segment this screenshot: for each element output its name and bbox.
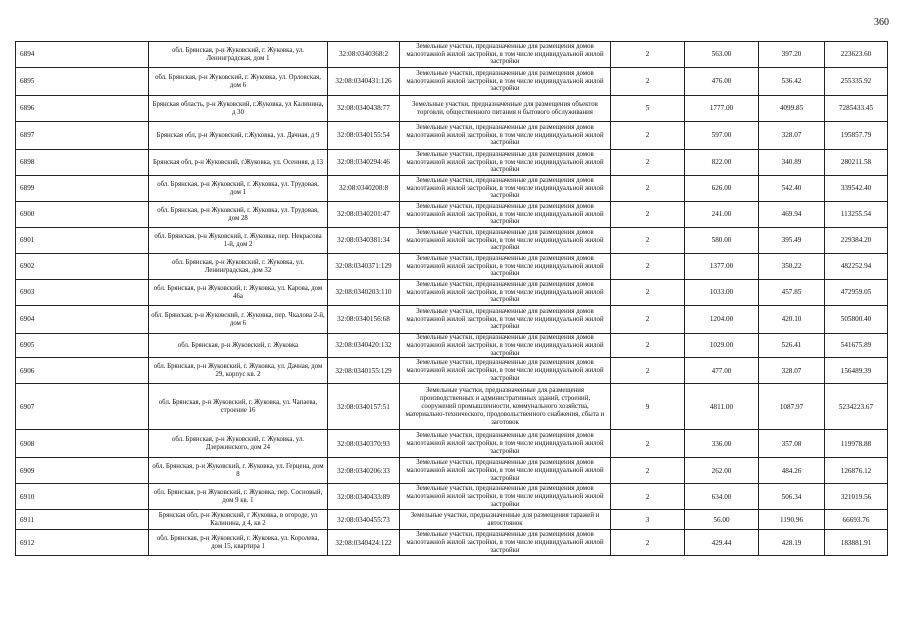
specific-value-cell: 484.26 — [759, 458, 825, 484]
row-number-cell: 6899 — [16, 176, 149, 202]
area-cell: 56.00 — [685, 510, 759, 530]
address-cell: обл. Брянская, р-н Жуковский, г. Жуковка, ул. Герцена, дом 8 — [149, 458, 328, 484]
table-row — [16, 334, 888, 358]
address-cell: обл. Брянская, р-н Жуковский, г. Жуковка, ул. Карова, дом 46а — [149, 280, 328, 306]
table-row — [16, 42, 888, 68]
cadastral-number-cell: 32:08:0340203:110 — [328, 280, 400, 306]
cadastral-number-cell: 32:08:0340371:129 — [328, 254, 400, 280]
table-row — [16, 96, 888, 122]
area-cell: 822.00 — [685, 150, 759, 176]
cadastral-number-cell: 32:08:0340155:54 — [328, 122, 400, 150]
row-number-cell: 6909 — [16, 458, 149, 484]
cadastral-value-cell: 126876.12 — [825, 458, 888, 484]
cadastral-value-cell: 339542.40 — [825, 176, 888, 202]
cadastral-value-cell: 482252.94 — [825, 254, 888, 280]
cadastral-value-cell: 280211.58 — [825, 150, 888, 176]
cadastral-number-cell: 32:08:0340431:126 — [328, 68, 400, 96]
land-use-cell: Земельные участки, предназначенные для размещения домов малоэтажной жилой застройки, в том числе индивидуальной жилой застройки — [400, 254, 611, 280]
cadastral-value-cell: 229384.20 — [825, 228, 888, 254]
group-cell: 9 — [611, 384, 685, 430]
group-cell: 2 — [611, 228, 685, 254]
group-cell: 5 — [611, 96, 685, 122]
land-use-cell: Земельные участки, предназначенные для размещения домов малоэтажной жилой застройки, в том числе индивидуальной жилой застройки — [400, 150, 611, 176]
specific-value-cell: 328.07 — [759, 122, 825, 150]
address-cell: Брянская обл, р-н Жуковский, г Жуковка, в огороде, ул Калинина, д 4, кв 2 — [149, 510, 328, 530]
row-number-cell: 6902 — [16, 254, 149, 280]
specific-value-cell: 428.19 — [759, 530, 825, 556]
cadastral-value-cell: 541675.89 — [825, 334, 888, 358]
area-cell: 1377.00 — [685, 254, 759, 280]
area-cell: 1777.00 — [685, 96, 759, 122]
area-cell: 477.00 — [685, 358, 759, 384]
address-cell: Брянская обл, р-н Жуковский, г.Жуковка, ул. Осенняя, д 13 — [149, 150, 328, 176]
address-cell: обл. Брянская, р-н Жуковский, г. Жуковка, ул. Дзержинского, дом 24 — [149, 430, 328, 458]
table-row — [16, 176, 888, 202]
area-cell: 336.00 — [685, 430, 759, 458]
row-number-cell: 6906 — [16, 358, 149, 384]
table-row — [16, 228, 888, 254]
area-cell: 4811.00 — [685, 384, 759, 430]
address-cell: обл. Брянская, р-н Жуковский, г. Жуковка, пер. Некрасова 1-й, дом 2 — [149, 228, 328, 254]
cadastral-value-cell: 505800.40 — [825, 306, 888, 334]
specific-value-cell: 1087.97 — [759, 384, 825, 430]
row-number-cell: 6908 — [16, 430, 149, 458]
area-cell: 1204.00 — [685, 306, 759, 334]
land-use-cell: Земельные участки, предназначенные для размещения гаражей и автостоянок — [400, 510, 611, 530]
row-number-cell: 6896 — [16, 96, 149, 122]
specific-value-cell: 526.41 — [759, 334, 825, 358]
cadastral-value-cell: 223623.60 — [825, 42, 888, 68]
table-row — [16, 202, 888, 228]
address-cell: обл. Брянская, р-н Жуковский, г. Жуковка, ул. Дачная, дом 29, корпус кв. 2 — [149, 358, 328, 384]
group-cell: 2 — [611, 306, 685, 334]
row-number-cell: 6897 — [16, 122, 149, 150]
row-number-cell: 6900 — [16, 202, 149, 228]
land-use-cell: Земельные участки, предназначенные для размещения домов малоэтажной жилой застройки, в том числе индивидуальной жилой застройки — [400, 68, 611, 96]
address-cell: обл. Брянская, р-н Жуковский, г. Жуковка — [149, 334, 328, 358]
area-cell: 1029.00 — [685, 334, 759, 358]
land-use-cell: Земельные участки, предназначенные для размещения домов малоэтажной жилой застройки, в том числе индивидуальной жилой застройки — [400, 280, 611, 306]
cadastral-number-cell: 32:08:0340424:122 — [328, 530, 400, 556]
table-row — [16, 430, 888, 458]
cadastral-number-cell: 32:08:0340208:8 — [328, 176, 400, 202]
group-cell: 2 — [611, 68, 685, 96]
group-cell: 2 — [611, 280, 685, 306]
land-use-cell: Земельные участки, предназначенные для размещения производственных и административных зданий, строений, сооружений промышленности, коммунального хозяйства, материально-технического, продовольственного снабжения, сбыта и заготовок — [400, 384, 611, 430]
cadastral-value-cell: 5234223.67 — [825, 384, 888, 430]
group-cell: 2 — [611, 430, 685, 458]
row-number-cell: 6901 — [16, 228, 149, 254]
table-row — [16, 254, 888, 280]
area-cell: 597.00 — [685, 122, 759, 150]
table-row — [16, 280, 888, 306]
specific-value-cell: 506.34 — [759, 484, 825, 510]
address-cell: обл. Брянская, р-н Жуковский, г. Жуковка, ул. Чапаева, строение 16 — [149, 384, 328, 430]
address-cell: обл. Брянская, р-н Жуковский, г. Жуковка, пер. Сосновый, дом 9 кв. 1 — [149, 484, 328, 510]
specific-value-cell: 542.40 — [759, 176, 825, 202]
cadastral-value-table — [15, 41, 888, 556]
land-use-cell: Земельные участки, предназначенные для размещения домов малоэтажной жилой застройки, в том числе индивидуальной жилой застройки — [400, 228, 611, 254]
specific-value-cell: 4099.85 — [759, 96, 825, 122]
group-cell: 2 — [611, 530, 685, 556]
table-row — [16, 510, 888, 530]
cadastral-value-cell: 66693.76 — [825, 510, 888, 530]
specific-value-cell: 536.42 — [759, 68, 825, 96]
table-row — [16, 68, 888, 96]
area-cell: 626.00 — [685, 176, 759, 202]
row-number-cell: 6912 — [16, 530, 149, 556]
land-use-cell: Земельные участки, предназначенные для размещения домов малоэтажной жилой застройки, в том числе индивидуальной жилой застройки — [400, 458, 611, 484]
cadastral-value-cell: 195857.79 — [825, 122, 888, 150]
table-row — [16, 530, 888, 556]
cadastral-number-cell: 32:08:0340201:47 — [328, 202, 400, 228]
table-row — [16, 358, 888, 384]
table-row — [16, 122, 888, 150]
row-number-cell: 6898 — [16, 150, 149, 176]
group-cell: 2 — [611, 484, 685, 510]
land-use-cell: Земельные участки, предназначенные для размещения домов малоэтажной жилой застройки, в том числе индивидуальной жилой застройки — [400, 122, 611, 150]
address-cell: обл. Брянская, р-н Жуковский, г. Жуковка, ул. Ленинградская, дом 1 — [149, 42, 328, 68]
table-row — [16, 150, 888, 176]
land-use-cell: Земельные участки, предназначенные для размещения домов малоэтажной жилой застройки, в том числе индивидуальной жилой застройки — [400, 430, 611, 458]
group-cell: 2 — [611, 202, 685, 228]
address-cell: обл. Брянская, р-н Жуковский, г. Жуковка, пер. Чкалова 2-й, дом 6 — [149, 306, 328, 334]
land-use-cell: Земельные участки, предназначенные для размещения домов малоэтажной жилой застройки, в том числе индивидуальной жилой застройки — [400, 484, 611, 510]
specific-value-cell: 397.20 — [759, 42, 825, 68]
cadastral-value-cell: 156489.39 — [825, 358, 888, 384]
address-cell: обл. Брянская, р-н Жуковский, г. Жуковка, ул. Королева, дом 15, квартира 1 — [149, 530, 328, 556]
cadastral-number-cell: 32:08:0340368:2 — [328, 42, 400, 68]
area-cell: 563.00 — [685, 42, 759, 68]
row-number-cell: 6911 — [16, 510, 149, 530]
row-number-cell: 6903 — [16, 280, 149, 306]
table-row — [16, 484, 888, 510]
group-cell: 2 — [611, 358, 685, 384]
specific-value-cell: 340.89 — [759, 150, 825, 176]
specific-value-cell: 350.22 — [759, 254, 825, 280]
table-row — [16, 458, 888, 484]
cadastral-number-cell: 32:08:0340438:77 — [328, 96, 400, 122]
cadastral-number-cell: 32:08:0340370:93 — [328, 430, 400, 458]
land-use-cell: Земельные участки, предназначенные для размещения домов малоэтажной жилой застройки, в том числе индивидуальной жилой застройки — [400, 306, 611, 334]
cadastral-value-cell: 183881.91 — [825, 530, 888, 556]
specific-value-cell: 395.49 — [759, 228, 825, 254]
land-use-cell: Земельные участки, предназначенные для размещения домов малоэтажной жилой застройки, в том числе индивидуальной жилой застройки — [400, 42, 611, 68]
group-cell: 2 — [611, 42, 685, 68]
area-cell: 476.00 — [685, 68, 759, 96]
cadastral-value-cell: 472959.05 — [825, 280, 888, 306]
land-use-cell: Земельные участки, предназначенные для размещения домов малоэтажной жилой застройки, в том числе индивидуальной жилой застройки — [400, 202, 611, 228]
cadastral-value-cell: 7285433.45 — [825, 96, 888, 122]
cadastral-number-cell: 32:08:0340156:68 — [328, 306, 400, 334]
area-cell: 634.00 — [685, 484, 759, 510]
row-number-cell: 6894 — [16, 42, 149, 68]
area-cell: 429.44 — [685, 530, 759, 556]
group-cell: 3 — [611, 510, 685, 530]
group-cell: 2 — [611, 122, 685, 150]
address-cell: обл. Брянская, р-н Жуковский, г. Жуковка, ул. Трудовая, дом 1 — [149, 176, 328, 202]
cadastral-value-cell: 255335.92 — [825, 68, 888, 96]
land-use-cell: Земельные участки, предназначенные для размещения домов малоэтажной жилой застройки, в том числе индивидуальной жилой застройки — [400, 358, 611, 384]
area-cell: 241.00 — [685, 202, 759, 228]
row-number-cell: 6905 — [16, 334, 149, 358]
specific-value-cell: 328.07 — [759, 358, 825, 384]
row-number-cell: 6904 — [16, 306, 149, 334]
land-use-cell: Земельные участки, предназначенные для размещения объектов торговли, общественного питания и бытового обслуживания — [400, 96, 611, 122]
cadastral-number-cell: 32:08:0340155:129 — [328, 358, 400, 384]
table-row — [16, 384, 888, 430]
cadastral-value-cell: 113255.54 — [825, 202, 888, 228]
cadastral-number-cell: 32:08:0340206:33 — [328, 458, 400, 484]
group-cell: 2 — [611, 176, 685, 202]
area-cell: 262.00 — [685, 458, 759, 484]
row-number-cell: 6895 — [16, 68, 149, 96]
cadastral-number-cell: 32:08:0340420:132 — [328, 334, 400, 358]
land-use-cell: Земельные участки, предназначенные для размещения домов малоэтажной жилой застройки, в том числе индивидуальной жилой застройки — [400, 530, 611, 556]
land-use-cell: Земельные участки, предназначенные для размещения домов малоэтажной жилой застройки, в том числе индивидуальной жилой застройки — [400, 334, 611, 358]
specific-value-cell: 469.94 — [759, 202, 825, 228]
cadastral-number-cell: 32:08:0340294:46 — [328, 150, 400, 176]
row-number-cell: 6907 — [16, 384, 149, 430]
area-cell: 580.00 — [685, 228, 759, 254]
specific-value-cell: 457.85 — [759, 280, 825, 306]
address-cell: Брянская обл, р-н Жуковский, г.Жуковка, ул. Дачная, д 9 — [149, 122, 328, 150]
cadastral-value-cell: 321019.56 — [825, 484, 888, 510]
specific-value-cell: 1190.96 — [759, 510, 825, 530]
group-cell: 2 — [611, 254, 685, 280]
address-cell: Брянская область, р-н Жуковский, г.Жуковка, ул Калинина, д 30 — [149, 96, 328, 122]
cadastral-number-cell: 32:08:0340455:73 — [328, 510, 400, 530]
page-number: 360 — [874, 17, 889, 28]
group-cell: 2 — [611, 458, 685, 484]
area-cell: 1033.00 — [685, 280, 759, 306]
table-row — [16, 306, 888, 334]
group-cell: 2 — [611, 334, 685, 358]
cadastral-number-cell: 32:08:0340433:89 — [328, 484, 400, 510]
address-cell: обл. Брянская, р-н Жуковский, г. Жуковка, ул. Трудовая, дом 28 — [149, 202, 328, 228]
specific-value-cell: 420.10 — [759, 306, 825, 334]
address-cell: обл. Брянская, р-н Жуковский, г. Жуковка, ул. Ленинградская, дом 32 — [149, 254, 328, 280]
row-number-cell: 6910 — [16, 484, 149, 510]
group-cell: 2 — [611, 150, 685, 176]
specific-value-cell: 357.08 — [759, 430, 825, 458]
land-use-cell: Земельные участки, предназначенные для размещения домов малоэтажной жилой застройки, в том числе индивидуальной жилой застройки — [400, 176, 611, 202]
cadastral-number-cell: 32:08:0340381:34 — [328, 228, 400, 254]
cadastral-number-cell: 32:08:0340157:51 — [328, 384, 400, 430]
cadastral-value-cell: 119978.88 — [825, 430, 888, 458]
address-cell: обл. Брянская, р-н Жуковский, г. Жуковка, ул. Орловская, дом 6 — [149, 68, 328, 96]
